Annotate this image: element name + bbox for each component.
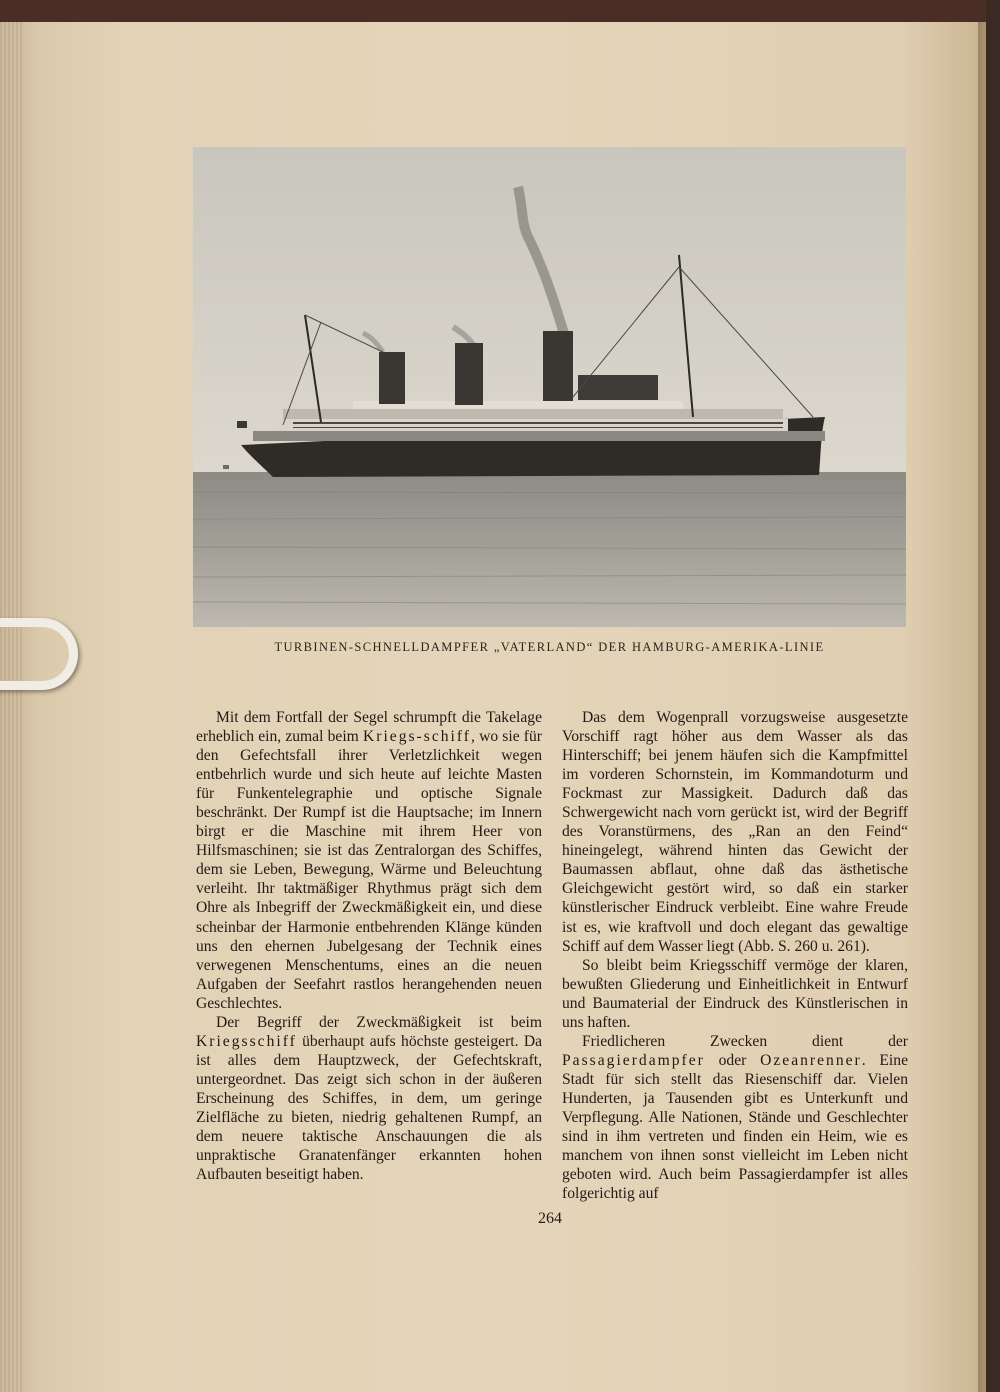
text-column-right — [562, 708, 908, 1203]
emphasis: Kriegsschiff — [196, 1032, 297, 1050]
text: , wo sie für den Gefechtsfall ihrer Verletzlichkeit wegen entbehrlich wurde und sich heute auf leichte Masten für Funkentelegraphie und optische Signale beschränkt. Der Rumpf ist die Hauptsache; im Innern birgt er die Maschine mit ihrem Heer von Hilfsmaschinen; sie ist das Zentralorgan des Schiffes, dem sie Leben, Bewegung, Wärme und Beleuchtung verleiht. Ihr taktmäßiger Rhythmus prägt sich dem Ohre als Inbegriff der Zweckmäßigkeit ein, und diese scheinbar der Harmonie entbehrenden Klänge künden uns den ehernen Jubelgesang der Technik eines verwegenen Menschentums, eines an die neuen Aufgaben der Seefahrt rastlos herangehenden neuen Geschlechtes. — [196, 728, 542, 1012]
text: Der Begriff der Zweckmäßigkeit ist beim — [216, 1013, 542, 1031]
ship-photograph — [193, 147, 906, 627]
text: Friedlicheren Zwecken dient der — [582, 1032, 908, 1050]
page-number: 264 — [538, 1210, 562, 1227]
text: überhaupt aufs höchste gesteigert. Da ist alles dem Hauptzweck, der Gefechtskraft, untergeordnet. Das zeigt sich schon in der äußeren Erscheinung des Schiffes, in dem, um geringe Zielfläche zu bieten, niedrig gehaltenen Rumpf, an dem neuere taktische Anschauungen die als unpraktische Granatenfänger erkannten hohen Aufbauten beseitigt haben. — [196, 1032, 542, 1184]
paragraph: So bleibt beim Kriegsschiff vermöge der klaren, bewußten Gliederung und Einheitlichkeit in Entwurf und Baumaterial der Eindruck des Künstlerischen in uns haften. — [562, 956, 908, 1031]
book-edge-top — [0, 0, 1000, 22]
paragraph: Das dem Wogenprall vorzugsweise ausgesetzte Vorschiff ragt höher aus dem Wasser als das Hinterschiff; bei jenem häufen sich die Kampfmittel im vorderen Schornstein, im Kommandoturm und Fockmast zur Massigkeit. Dadurch daß das Schwergewicht nach vorn gerückt ist, wird der Begriff des Voranstürmens, des „Ran an den Feind“ hineingelegt, während hinten das Gewicht der Baumassen abflaut, ohne daß das ästhetische Gleichgewicht gestört wird, so daß ein starker künstlerischer Eindruck verbleibt. Eine wahre Freude ist es, wie kraftvoll und doch elegant das gewaltige Schiff auf dem Wasser liegt (Abb. S. 260 u. 261). — [562, 709, 908, 955]
paper-clip-icon — [0, 618, 78, 690]
text: oder — [704, 1051, 761, 1069]
emphasis: Ozeanrenner — [760, 1051, 862, 1069]
paragraph — [562, 1032, 908, 1203]
paragraph — [196, 1013, 542, 1184]
book-edge-right — [986, 0, 1000, 1392]
text-column-left — [196, 708, 542, 1184]
text: . Eine Stadt für sich stellt das Riesenschiff dar. Vielen Hunderten, ja Tausenden gibt es Unterkunft und Verpflegung. Alle Nationen, Stände und Geschlechter sind in ihm vertreten und finden ein Heim, wie es manchem von ihnen sonst vielleicht im Leben nicht geboten wird. Auch beim Passagierdampfer ist alles folgerichtig auf — [562, 1051, 908, 1203]
figure-caption: TURBINEN-SCHNELLDAMPFER „VATERLAND“ DER HAMBURG-AMERIKA-LINIE — [274, 640, 825, 654]
paragraph — [196, 708, 542, 1013]
page-edges — [0, 22, 22, 1392]
emphasis: Passagierdampfer — [562, 1051, 705, 1069]
text: Mit dem Fortfall der Segel schrumpft die Takelage erheblich ein, zumal beim — [196, 709, 542, 746]
emphasis: Kriegs-schiff — [362, 728, 471, 746]
